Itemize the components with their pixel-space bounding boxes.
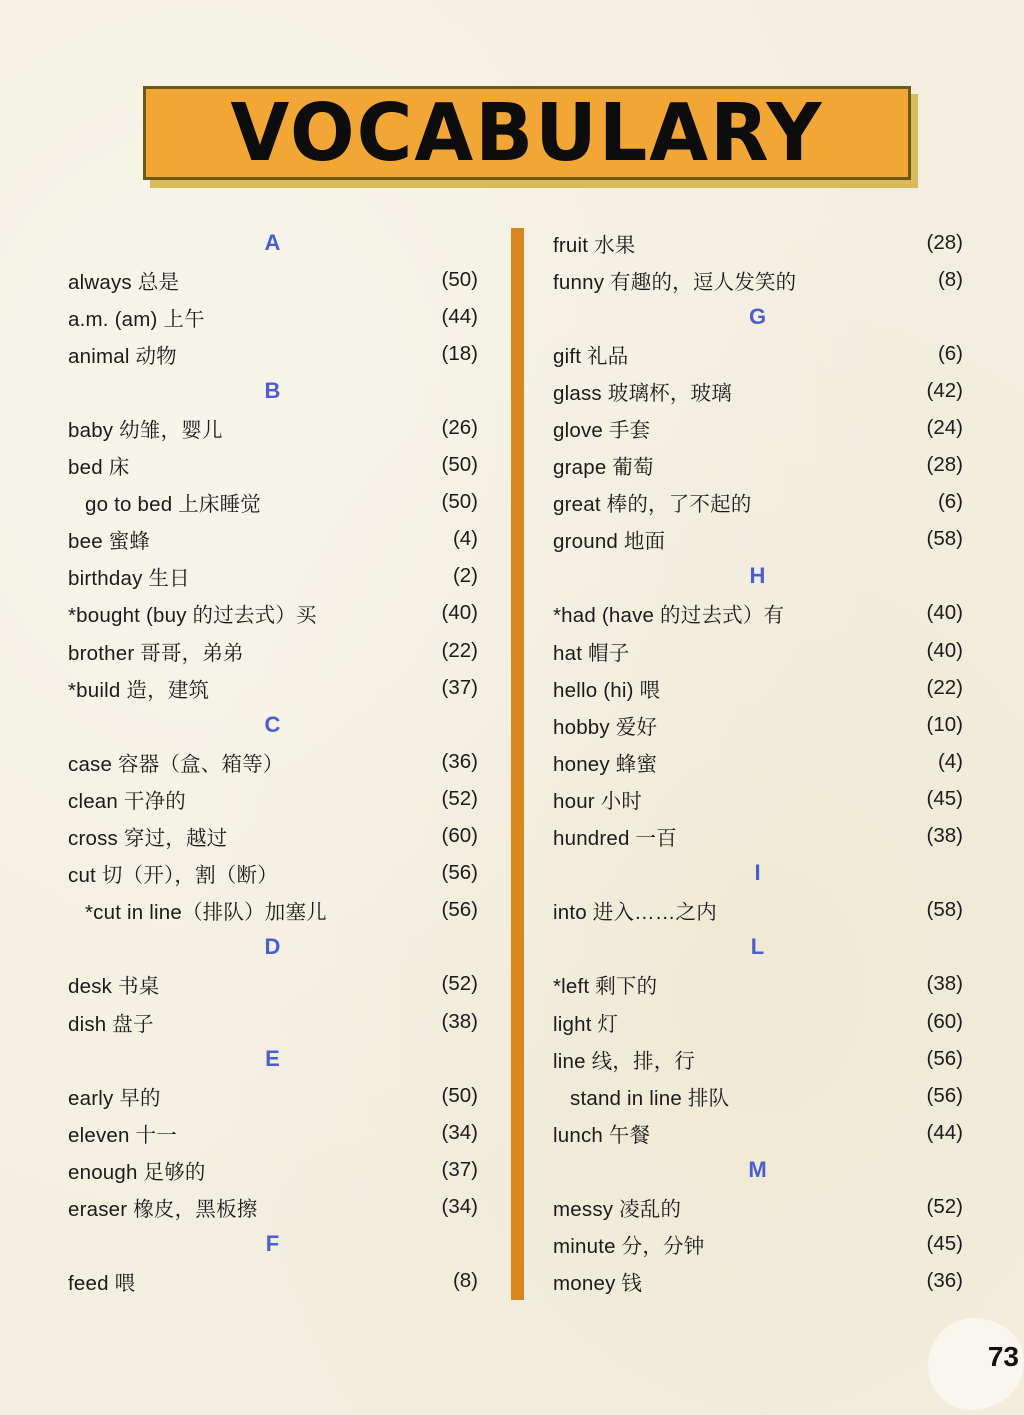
vocab-page-ref: (56) xyxy=(441,861,478,885)
section-header-row xyxy=(553,1151,963,1188)
vocab-term: early 早的 xyxy=(68,1086,161,1110)
vocab-term: money 钱 xyxy=(553,1272,643,1296)
vocab-term: dish 盘子 xyxy=(68,1012,154,1036)
section-header-row xyxy=(553,558,963,595)
vocab-row xyxy=(553,743,963,780)
vocab-term: minute 分，分钟 xyxy=(553,1235,705,1259)
vocab-term: into 进入……之内 xyxy=(553,901,717,925)
vocab-term: funny 有趣的，逗人发笑的 xyxy=(553,270,797,294)
vocab-term: *cut in line（排队）加塞儿 xyxy=(85,901,327,925)
vocab-term: lunch 午餐 xyxy=(553,1123,651,1147)
vocab-row xyxy=(553,335,963,372)
vocab-page-ref: (24) xyxy=(926,416,963,440)
vocab-page-ref: (6) xyxy=(937,341,963,365)
vocab-row xyxy=(68,1263,478,1300)
vocab-page-ref: (8) xyxy=(452,1269,478,1293)
vocab-row xyxy=(68,521,478,558)
vocab-page-ref: (38) xyxy=(926,972,963,996)
vocab-page-ref: (56) xyxy=(926,1083,963,1107)
vocab-term: brother 哥哥，弟弟 xyxy=(68,641,244,665)
section-header-row xyxy=(68,224,478,261)
vocab-row xyxy=(553,1226,963,1263)
vocab-term: gift 礼品 xyxy=(553,344,629,368)
vocab-term: *had (have 的过去式）有 xyxy=(553,604,785,628)
vocab-term: *build 造，建筑 xyxy=(68,678,210,702)
vocab-row xyxy=(68,892,478,929)
vocab-row xyxy=(553,409,963,446)
section-header-row xyxy=(68,929,478,966)
section-header-row xyxy=(553,929,963,966)
vocab-term: messy 凌乱的 xyxy=(553,1197,682,1221)
vocab-page-ref: (40) xyxy=(926,638,963,662)
vocab-term: *left 剩下的 xyxy=(553,975,658,999)
vocab-row xyxy=(68,669,478,706)
vocab-page-ref: (4) xyxy=(937,749,963,773)
vocab-row xyxy=(553,1263,963,1300)
section-letter: G xyxy=(748,303,768,329)
vocab-term: cut 切（开），割（断） xyxy=(68,864,278,888)
vocab-term: case 容器（盒、箱等） xyxy=(68,752,284,776)
vocab-row xyxy=(68,632,478,669)
vocab-page-ref: (2) xyxy=(452,564,478,588)
page-title: VOCABULARY xyxy=(230,86,824,179)
vocab-term: cross 穿过，越过 xyxy=(68,827,228,851)
vocab-page-ref: (36) xyxy=(926,1269,963,1293)
section-letter: F xyxy=(265,1231,281,1257)
vocab-row xyxy=(68,966,478,1003)
section-header-row xyxy=(68,372,478,409)
vocab-page-ref: (60) xyxy=(441,824,478,848)
vocab-list xyxy=(0,224,1024,1314)
vocab-row xyxy=(553,706,963,743)
vocab-page-ref: (38) xyxy=(926,824,963,848)
section-header-row xyxy=(553,298,963,335)
vocab-page-ref: (44) xyxy=(926,1120,963,1144)
vocab-page-ref: (44) xyxy=(441,304,478,328)
vocab-page-ref: (58) xyxy=(926,898,963,922)
vocab-row xyxy=(553,669,963,706)
vocab-term: grape 葡萄 xyxy=(553,456,654,480)
vocab-page-ref: (37) xyxy=(441,675,478,699)
vocab-page-ref: (28) xyxy=(926,230,963,254)
vocab-term: feed 喂 xyxy=(68,1272,136,1296)
section-letter: I xyxy=(754,860,762,886)
vocab-row xyxy=(68,818,478,855)
vocab-term: *bought (buy 的过去式）买 xyxy=(68,604,317,628)
vocab-page-ref: (60) xyxy=(926,1009,963,1033)
section-letter: M xyxy=(748,1156,768,1182)
vocab-row xyxy=(68,298,478,335)
vocab-page-ref: (38) xyxy=(441,1009,478,1033)
column-divider xyxy=(511,228,524,1300)
vocab-page-ref: (40) xyxy=(441,601,478,625)
section-letter: D xyxy=(264,934,282,960)
vocab-term: stand in line 排队 xyxy=(570,1086,730,1110)
vocab-row xyxy=(68,484,478,521)
vocab-row xyxy=(553,632,963,669)
vocab-term: animal 动物 xyxy=(68,344,177,368)
vocab-page-ref: (18) xyxy=(441,341,478,365)
vocab-row xyxy=(553,966,963,1003)
vocab-page-ref: (50) xyxy=(441,453,478,477)
vocab-page-ref: (40) xyxy=(926,601,963,625)
vocab-term: hour 小时 xyxy=(553,789,643,813)
vocab-page-ref: (6) xyxy=(937,490,963,514)
vocab-page-ref: (50) xyxy=(441,267,478,291)
vocab-term: line 线，排，行 xyxy=(553,1049,696,1073)
section-header-row xyxy=(68,1226,478,1263)
vocab-row xyxy=(553,1114,963,1151)
vocab-page-ref: (45) xyxy=(926,1232,963,1256)
vocab-row xyxy=(68,447,478,484)
vocab-row xyxy=(68,261,478,298)
vocab-term: bed 床 xyxy=(68,456,130,480)
vocabulary-banner xyxy=(143,86,911,180)
vocab-row xyxy=(553,261,963,298)
vocab-term: bee 蜜蜂 xyxy=(68,530,151,554)
section-letter: L xyxy=(750,934,766,960)
vocab-term: clean 干净的 xyxy=(68,789,187,813)
vocab-row xyxy=(553,1040,963,1077)
vocab-term: always 总是 xyxy=(68,270,180,294)
vocab-page-ref: (22) xyxy=(926,675,963,699)
vocab-page-ref: (22) xyxy=(441,638,478,662)
vocab-row xyxy=(68,335,478,372)
vocab-term: hundred 一百 xyxy=(553,827,677,851)
vocab-row xyxy=(68,855,478,892)
vocab-row xyxy=(553,521,963,558)
vocab-page-ref: (45) xyxy=(926,786,963,810)
vocab-page-ref: (52) xyxy=(441,972,478,996)
vocab-row xyxy=(68,1151,478,1188)
vocab-row xyxy=(68,1003,478,1040)
vocab-page-ref: (56) xyxy=(926,1046,963,1070)
vocab-row xyxy=(553,1077,963,1114)
section-header-row xyxy=(68,706,478,743)
vocab-term: glass 玻璃杯，玻璃 xyxy=(553,381,732,405)
vocab-page-ref: (56) xyxy=(441,898,478,922)
vocab-term: eleven 十一 xyxy=(68,1123,177,1147)
vocab-term: ground 地面 xyxy=(553,530,666,554)
vocab-term: eraser 橡皮，黑板擦 xyxy=(68,1197,258,1221)
vocab-page-ref: (26) xyxy=(441,416,478,440)
vocab-term: birthday 生日 xyxy=(68,567,190,591)
vocab-row xyxy=(68,780,478,817)
vocab-term: baby 幼雏，婴儿 xyxy=(68,419,223,443)
section-letter: A xyxy=(264,229,282,255)
vocab-term: glove 手套 xyxy=(553,419,651,443)
vocab-row xyxy=(68,409,478,446)
vocab-page-ref: (4) xyxy=(452,527,478,551)
section-letter: C xyxy=(264,711,282,737)
vocab-row xyxy=(68,1188,478,1225)
vocab-row xyxy=(68,558,478,595)
vocab-term: light 灯 xyxy=(553,1012,619,1036)
vocab-page-ref: (50) xyxy=(441,1083,478,1107)
vocab-term: hello (hi) 喂 xyxy=(553,678,661,702)
page-number: 73 xyxy=(987,1341,1019,1372)
vocab-row xyxy=(553,1003,963,1040)
vocab-term: desk 书桌 xyxy=(68,975,160,999)
vocab-term: hat 帽子 xyxy=(553,641,630,665)
vocab-row xyxy=(68,743,478,780)
vocab-page-ref: (8) xyxy=(937,267,963,291)
vocab-row xyxy=(553,224,963,261)
vocab-column-left xyxy=(68,224,478,1300)
vocab-row xyxy=(68,1077,478,1114)
vocab-page-ref: (52) xyxy=(926,1194,963,1218)
vocab-row xyxy=(68,1114,478,1151)
vocab-row xyxy=(553,1188,963,1225)
vocab-page-ref: (42) xyxy=(926,378,963,402)
vocab-page-ref: (28) xyxy=(926,453,963,477)
section-header-row xyxy=(553,855,963,892)
vocab-term: great 棒的，了不起的 xyxy=(553,493,752,517)
section-letter: H xyxy=(749,563,767,589)
vocab-page-ref: (10) xyxy=(926,712,963,736)
vocab-page-ref: (34) xyxy=(441,1120,478,1144)
vocab-page-ref: (36) xyxy=(441,749,478,773)
vocab-row xyxy=(553,780,963,817)
section-header-row xyxy=(68,1040,478,1077)
vocab-term: a.m. (am) 上午 xyxy=(68,307,205,331)
vocab-term: enough 足够的 xyxy=(68,1160,206,1184)
vocab-term: hobby 爱好 xyxy=(553,715,658,739)
section-letter: E xyxy=(265,1045,281,1071)
vocab-term: fruit 水果 xyxy=(553,233,636,257)
vocab-page-ref: (37) xyxy=(441,1157,478,1181)
vocab-row xyxy=(553,892,963,929)
vocab-page-ref: (50) xyxy=(441,490,478,514)
vocab-row xyxy=(553,595,963,632)
vocab-term: honey 蜂蜜 xyxy=(553,752,658,776)
vocab-term: go to bed 上床睡觉 xyxy=(85,493,261,517)
section-letter: B xyxy=(264,377,282,403)
vocab-page-ref: (58) xyxy=(926,527,963,551)
vocab-row xyxy=(553,447,963,484)
vocab-row xyxy=(553,372,963,409)
vocab-row xyxy=(553,818,963,855)
vocab-page-ref: (34) xyxy=(441,1194,478,1218)
vocab-row xyxy=(68,595,478,632)
vocab-row xyxy=(553,484,963,521)
vocab-column-right xyxy=(553,224,963,1300)
vocab-page-ref: (52) xyxy=(441,786,478,810)
